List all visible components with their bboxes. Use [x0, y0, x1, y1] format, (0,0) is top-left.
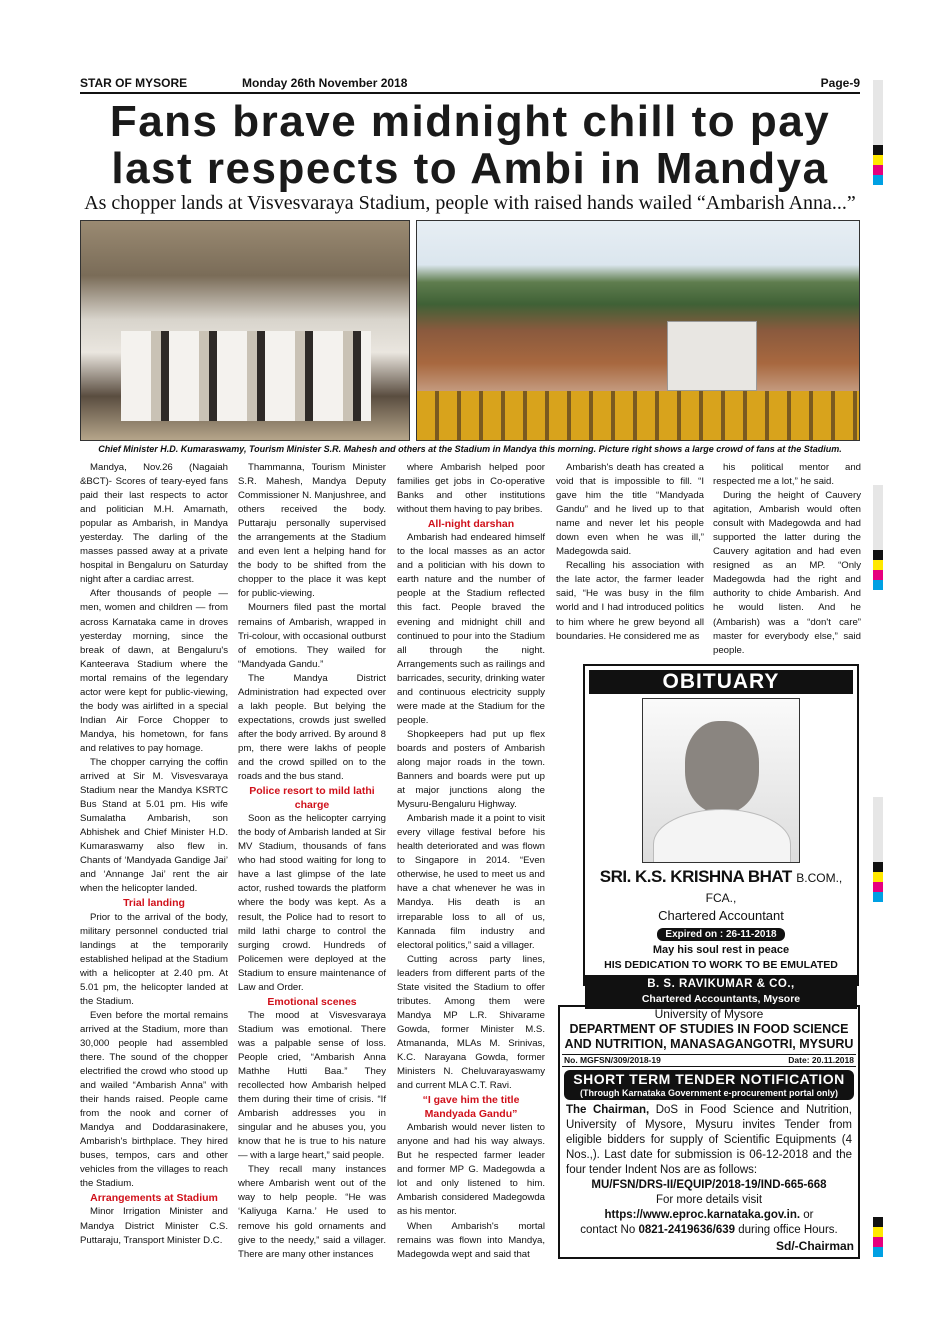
- registration-bar-black: [873, 862, 883, 872]
- article-paragraph: The mood at Visvesvaraya Stadium was emotional. There was a palpable sense of loss. People cried, “Ambarish Anna Mathhe Hutti Baa.” They recollected how Ambarish helped them during their time of crisis. “If Ambarish addresses you in singular and he abuses you, you know that he is true to his nature — with a large heart,” said people.: [238, 1009, 386, 1162]
- photo-caption: Chief Minister H.D. Kumaraswamy, Tourism Minister S.R. Mahesh and others at the Stadium in Mandya this morning. Picture right shows a large crowd of fans at the Stadium.: [98, 444, 842, 454]
- article-paragraph: During the height of Cauvery agitation, Ambarish would often consult with Madegowda and had supported the latter during the Cauvery agitation and had even resigned as an MP. “Only Madegowda had the right and authority to chide Ambarish. And he would listen. And he (Ambarish) was a “don't care” master for everybody else,” said people.: [713, 490, 861, 656]
- section-subheading: Police resort to mild lathi charge: [249, 785, 375, 812]
- registration-bar-yellow: [873, 560, 883, 570]
- tender-contact-pre: contact No: [580, 1224, 639, 1236]
- registration-bar-cyan: [873, 1247, 883, 1257]
- tender-url[interactable]: https://www.eproc.karnataka.gov.in.: [604, 1209, 801, 1221]
- article-paragraph: where Ambarish helped poor families get jobs in Co-operative Banks and other institutions without them having to pay bribes.: [397, 462, 545, 516]
- article-paragraph: Cutting across party lines, leaders from different parts of the State visited the Stadium to offer tributes. Among them were Mandya MP L.R. Shivarame Gowda, former Minister M.S. Atmananda, MLAs M. Srinivas, K.C. Narayana Gowda, former Ministers N. Cheluvarayaswamy and current MLA C.T. Ravi.: [397, 953, 545, 1092]
- obituary-ad: [583, 664, 859, 1005]
- tv-van-figure: [667, 321, 757, 391]
- article-paragraph: Minor Irrigation Minister and Mandya District Minister C.S. Puttaraju, Transport Minister D.C.: [80, 1206, 228, 1246]
- article-paragraph: Even before the mortal remains arrived at the Stadium, more than 30,000 people had assembled there. The sound of the chopper electrified the crowd who stood up and wailed “Ambarish Anna” with their hands raised. People came from the nook and corner of Mandya and Doddarasinakere, Ambarish's birthplace. They hired buses, tempos, cars and other vehicles from the villages to reach the Stadium.: [80, 1009, 228, 1190]
- tender-date: Date: 20.11.2018: [788, 1055, 854, 1065]
- registration-bar-yellow: [873, 155, 883, 165]
- section-subheading: Trial landing: [123, 897, 185, 910]
- section-subheading: All-night darshan: [427, 518, 515, 531]
- article-paragraph: When Ambarish's mortal remains was flown into Mandya, Madegowda wept and said that: [397, 1220, 545, 1260]
- headline-line-2: last respects to Ambi in Mandya: [111, 144, 829, 193]
- registration-bar-black: [873, 145, 883, 155]
- tender-ad: [558, 1005, 860, 1259]
- registration-bar-gray: [873, 485, 883, 550]
- article-paragraph: Ambarish's death has created a void that is impossible to fill. “I gave him the title “Mandyada Gandu” and he lived up to that name and never let his people down even when he was ill,” Madegowda said.: [556, 462, 704, 558]
- deceased-name: SRI. K.S. KRISHNA BHAT: [599, 867, 792, 886]
- article-paragraph: The chopper carrying the coffin arrived at Sir M. Visvesvaraya Stadium near the Mandya KSRTC Bus Stand at 5.01 pm. His wife Sumalatha Ambarish, son Abhishek and Chief Minister H.D. Kumaraswamy also flew in. Chants of ‘Mandyada Gandige Jai’ and ‘Annange Jai’ rent the air when the helicopter landed.: [80, 756, 228, 895]
- tender-org: University of Mysore: [654, 1007, 764, 1021]
- tender-indent-nos: MU/FSN/DRS-II/EQUIP/2018-19/IND-665-668: [591, 1179, 827, 1191]
- article-paragraph: Thammanna, Tourism Minister S.R. Mahesh, Mandya Deputy Commissioner N. Manjushree, and others received the body. Puttaraju personally supervised the arrangements at the Stadium and even lent a helping hand for the body to be shifted from the chopper to the place it was kept for public-viewing.: [238, 462, 386, 600]
- article-column-4: [556, 461, 704, 644]
- headline-line-1: Fans brave midnight chill to pay: [109, 97, 831, 146]
- article-paragraph: Soon as the helicopter carrying the body of Ambarish landed at Sir MV Stadium, thousands of fans who had stood waiting for long to have a last glimpse of the late actor, rushed towards the platform where the body was kept. As a result, the Police had to resort to mild lathi charge to control the surging crowd. Hundreds of Policemen were deployed at the Stadium to ensure maintenance of Law and Order.: [238, 813, 386, 993]
- registration-bar-gray: [873, 80, 883, 145]
- registration-bar-cyan: [873, 892, 883, 902]
- tender-or: or: [800, 1209, 814, 1221]
- tender-dept-line-1: DEPARTMENT OF STUDIES IN FOOD SCIENCE: [569, 1022, 849, 1036]
- barricades-figure: [417, 391, 860, 441]
- article-column-3: [397, 461, 545, 1262]
- expired-date: Expired on : 26-11-2018: [657, 928, 784, 941]
- registration-bar-yellow: [873, 1227, 883, 1237]
- headline: [80, 98, 860, 192]
- tender-signature: Sd/-Chairman: [775, 1239, 854, 1253]
- tender-contact-post: during office Hours.: [735, 1224, 838, 1236]
- tender-more-details: For more details visit: [655, 1194, 763, 1206]
- article-paragraph: Ambarish had endeared himself to the local masses as an actor and a politician with his down to earth nature and the number of people at the Stadium reflected this fact. People braved the evening and midnight chill and continued to pour into the Stadium all through the night. Arrangements such as railings and barricades, security, drinking water and continuous electricity supply were made at the Stadium for the people.: [397, 532, 545, 726]
- firm-subtitle: Chartered Accountants, Mysore: [641, 993, 801, 1005]
- section-subheading: Emotional scenes: [267, 995, 357, 1008]
- tender-title: SHORT TERM TENDER NOTIFICATION: [573, 1071, 845, 1087]
- article-paragraph: Shopkeepers had put up flex boards and posters of Ambarish along major roads in the town. Banners and boards were put up at major junctions along the Mysuru-Bengaluru Highway.: [397, 728, 545, 811]
- deceased-degrees: B.COM., FCA.,: [705, 871, 843, 905]
- rip-text: May his soul rest in peace: [652, 944, 790, 956]
- shirt-figure: [653, 809, 791, 863]
- photo-dignitaries: [80, 220, 410, 441]
- article-paragraph: Ambarish made it a point to visit every village festival before his health deteriorated and was flown to Singapore in 2014. “Even otherwise, he used to meet us and have a chat whenever he was in Mandya. His death is an irreparable loss to all of us, Kannada film industry and electoral politics,” said a villager.: [397, 813, 545, 951]
- tender-body: [560, 1103, 858, 1178]
- article-paragraph: Mourners filed past the mortal remains of Ambarish, wrapped in Tri-colour, with occasional outburst of emotions. They wailed for “Mandyada Gandu.”: [238, 602, 386, 670]
- firm-name: B. S. RAVIKUMAR & CO.,: [647, 978, 795, 990]
- article-paragraph: Ambarish would never listen to anyone and had his way always. But he respected farmer leader and former MP G. Madegowda a lot and only listened to him. Ambarish considered Madegowda as his mentor.: [397, 1122, 545, 1218]
- registration-bar-gray: [873, 797, 883, 862]
- article-paragraph: After thousands of people — men, women and children — from across Karnataka came in droves yesterday morning, since the break of dawn, at Bengaluru's Kanteerava Stadium where the mortal remains of the legendary actor were kept for public-viewing, the body was airlifted in a special Indian Air Force Chopper to Mandya, his hometown, for fans and relatives to pay homage.: [80, 588, 228, 754]
- registration-bar-cyan: [873, 580, 883, 590]
- page-number: Page-9: [820, 76, 860, 90]
- article-column-2: [238, 461, 386, 1262]
- article-column-1: [80, 461, 228, 1248]
- article-paragraph: The Mandya District Administration had expected over a lakh people. But belying the expectations, crowds just swelled after the body arrived. By around 8 pm, there were lakhs of people and the crowd spilled on to the roads and the bus stand.: [238, 672, 386, 783]
- tender-body-lead: The Chairman,: [566, 1104, 650, 1116]
- article-paragraph: his political mentor and respected me a lot,” he said.: [713, 462, 861, 488]
- tender-ref-no: No. MGFSN/309/2018-19: [564, 1055, 661, 1065]
- article-paragraph: They recall many instances where Ambarish went out of the way to help people. “He was ‘Kaliyuga Karna.’ He used to remove his gold ornaments and give to the needy,” said a villager. There are many other instances: [238, 1164, 386, 1260]
- article-column-5: [713, 461, 861, 658]
- obituary-title: OBITUARY: [589, 670, 853, 694]
- tender-dept-line-2: AND NUTRITION, MANASAGANGOTRI, MYSURU: [564, 1037, 854, 1051]
- registration-bar-magenta: [873, 570, 883, 580]
- masthead-rule: [80, 92, 860, 94]
- tender-subtitle: (Through Karnataka Government e-procurement portal only): [579, 1088, 839, 1098]
- registration-bar-black: [873, 550, 883, 560]
- dedication-text: HIS DEDICATION TO WORK TO BE EMULATED: [604, 959, 838, 971]
- article-paragraph: Prior to the arrival of the body, military personnel conducted trial landings at the temporarily established helipad at the Stadium with a helicopter at 2.40 pm. At 5.01 pm, the helicopter landed at the Stadium.: [80, 911, 228, 1007]
- tender-phone: 0821-2419636/639: [638, 1224, 736, 1236]
- section-subheading: “I gave him the title Mandyada Gandu”: [422, 1094, 520, 1121]
- paper-name: STAR OF MYSORE: [80, 76, 188, 90]
- article-paragraph: Mandya, Nov.26 (Nagaiah &BCT)- Scores of teary-eyed fans paid their last respects to actor and politician M.H. Amarnath, popular as Ambarish, in Mandya yesterday. The darling of the masses passed away at a private hospital in Bengaluru on Saturday night after a cardiac arrest.: [80, 462, 228, 586]
- registration-bar-cyan: [873, 175, 883, 185]
- photo-crowd-stadium: [416, 220, 860, 441]
- issue-date: Monday 26th November 2018: [242, 76, 408, 90]
- tender-body-text: DoS in Food Science and Nutrition, University of Mysore, Mysuru invites Tender from eligible bidders for supply of Scientific Equipments (4 Nos.,). Last date for submission is 06-12-2018 and the four tender Indent Nos are as follows:: [566, 1104, 852, 1176]
- face-figure: [685, 721, 759, 813]
- registration-bar-magenta: [873, 882, 883, 892]
- deceased-profession: Chartered Accountant: [658, 908, 784, 923]
- registration-bar-magenta: [873, 1237, 883, 1247]
- registration-bar-magenta: [873, 165, 883, 175]
- subheadline: As chopper lands at Visvesvaraya Stadium, people with raised hands wailed “Ambarish Anna...”: [84, 192, 856, 214]
- registration-bar-yellow: [873, 872, 883, 882]
- section-subheading: Arrangements at Stadium: [90, 1192, 218, 1205]
- seated-people-figure: [121, 331, 371, 421]
- portrait-photo: [642, 698, 800, 863]
- registration-bar-black: [873, 1217, 883, 1227]
- article-paragraph: Recalling his association with the late actor, the farmer leader said, “He was busy in the film world and I had introduced politics to him where he grew beyond all boundaries. He considered me as: [556, 560, 704, 642]
